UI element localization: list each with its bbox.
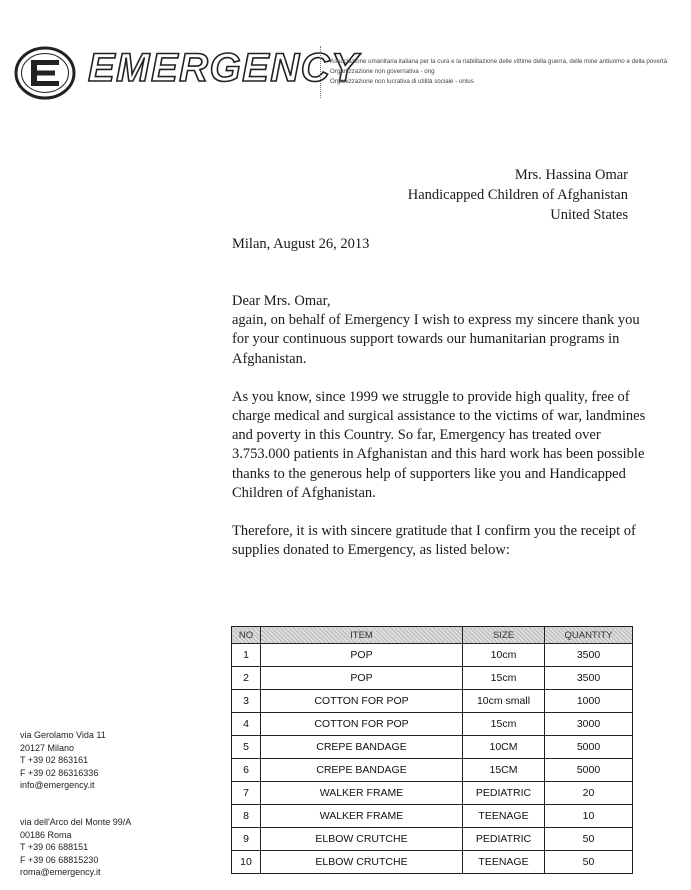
address-line: roma@emergency.it [20, 867, 101, 878]
cell-item: ELBOW CRUTCHE [261, 851, 463, 874]
table-row [232, 713, 633, 736]
cell-no: 2 [232, 667, 261, 690]
table-row [232, 667, 633, 690]
recipient-organization: Handicapped Children of Afghanistan [407, 187, 628, 203]
recipient-name: Mrs. Hassina Omar [514, 167, 628, 183]
cell-no: 6 [232, 759, 261, 782]
cell-item: CREPE BANDAGE [261, 736, 463, 759]
address-line: via dell'Arco del Monte 99/A [20, 817, 132, 827]
cell-size: 15cm [463, 713, 545, 736]
cell-no: 3 [232, 690, 261, 713]
address-line: T +39 06 688151 [20, 842, 89, 853]
cell-item: COTTON FOR POP [261, 713, 463, 736]
cell-quantity: 5000 [545, 759, 633, 782]
cell-no: 5 [232, 736, 261, 759]
recipient-country: United States [550, 207, 628, 223]
organization-description [330, 57, 675, 87]
table-row [232, 851, 633, 874]
org-line: Associazione umanitaria italiana per la cura e la riabilitazione delle vittime della guerra, delle mine antiuomo e della povertà [330, 58, 668, 65]
address-line: T +39 02 863161 [20, 755, 89, 766]
cell-quantity: 10 [545, 805, 633, 828]
header-no: NO [232, 627, 261, 644]
cell-size: TEENAGE [463, 851, 545, 874]
address-line: 20127 Milano [20, 742, 75, 753]
letter-date: Milan, August 26, 2013 [232, 236, 370, 252]
cell-quantity: 3000 [545, 713, 633, 736]
cell-size: 15CM [463, 759, 545, 782]
cell-no: 1 [232, 644, 261, 667]
table-row [232, 759, 633, 782]
cell-quantity: 5000 [545, 736, 633, 759]
address-roma [20, 816, 170, 879]
salutation: Dear Mrs. Omar, [232, 293, 331, 309]
table-header-row [232, 627, 633, 644]
cell-item: POP [261, 667, 463, 690]
cell-no: 8 [232, 805, 261, 828]
cell-quantity: 3500 [545, 667, 633, 690]
header-quantity: QUANTITY [545, 627, 633, 644]
table-row [232, 782, 633, 805]
cell-size: 10CM [463, 736, 545, 759]
supplies-table [231, 626, 633, 874]
cell-no: 4 [232, 713, 261, 736]
cell-quantity: 20 [545, 782, 633, 805]
cell-item: ELBOW CRUTCHE [261, 828, 463, 851]
address-line: F +39 06 68815230 [20, 854, 99, 865]
cell-size: PEDIATRIC [463, 782, 545, 805]
cell-quantity: 50 [545, 828, 633, 851]
cell-item: WALKER FRAME [261, 805, 463, 828]
table-row [232, 690, 633, 713]
table-row [232, 805, 633, 828]
cell-size: TEENAGE [463, 805, 545, 828]
letter-body [232, 292, 652, 579]
paragraph-receipt: Therefore, it is with sincere gratitude that I confirm you the receipt of supplies donated to Emergency, as listed below: [232, 523, 636, 559]
cell-quantity: 3500 [545, 644, 633, 667]
cell-size: 10cm [463, 644, 545, 667]
paragraph-history: As you know, since 1999 we struggle to provide high quality, free of charge medical and surgical assistance to the victims of war, landmines and poverty in this Country. So far, Emergency has treated over 3.753.000 patients in Afghanistan and this hard work has been possible thanks to the generous help of supporters like you and Handicapped Children of Afghanistan. [232, 388, 646, 501]
header-divider [320, 46, 321, 98]
emergency-logo [14, 42, 360, 104]
cell-no: 7 [232, 782, 261, 805]
header-item: ITEM [261, 627, 463, 644]
cell-no: 9 [232, 828, 261, 851]
header-size: SIZE [463, 627, 545, 644]
table-row [232, 828, 633, 851]
cell-quantity: 50 [545, 851, 633, 874]
org-line: Organizzazione non lucrativa di utilità sociale - onlus [330, 78, 474, 85]
org-line: Organizzazione non governativa - ong [330, 68, 435, 75]
cell-item: CREPE BANDAGE [261, 759, 463, 782]
table-row [232, 736, 633, 759]
emergency-e-mark-icon [14, 46, 76, 100]
cell-quantity: 1000 [545, 690, 633, 713]
address-line: F +39 02 86316336 [20, 767, 99, 778]
address-line: 00186 Roma [20, 829, 72, 840]
cell-size: PEDIATRIC [463, 828, 545, 851]
cell-size: 15cm [463, 667, 545, 690]
address-milano [20, 729, 170, 792]
cell-size: 10cm small [463, 690, 545, 713]
paragraph-thanks: again, on behalf of Emergency I wish to express my sincere thank you for your continuous support towards our humanitarian programs in Afghanistan. [232, 312, 640, 367]
table-row [232, 644, 633, 667]
cell-item: WALKER FRAME [261, 782, 463, 805]
emergency-wordmark: EMERGENCY [88, 46, 360, 90]
recipient-block [408, 165, 628, 225]
address-line: via Gerolamo Vida 11 [20, 730, 106, 740]
cell-no: 10 [232, 851, 261, 874]
address-line: info@emergency.it [20, 780, 95, 791]
cell-item: POP [261, 644, 463, 667]
cell-item: COTTON FOR POP [261, 690, 463, 713]
